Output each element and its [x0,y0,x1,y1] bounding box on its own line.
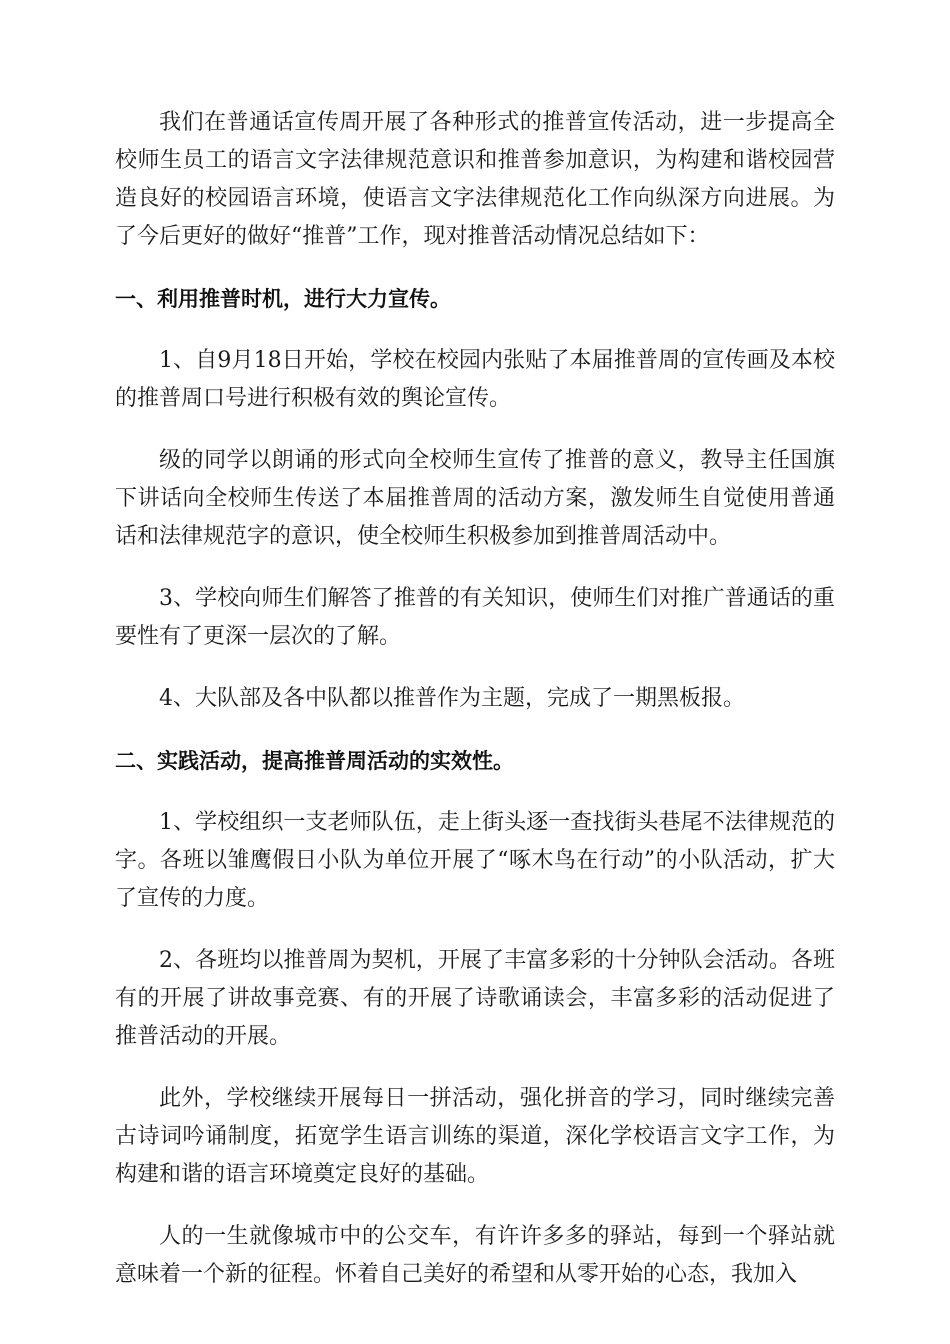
section-heading-1: 一、利用推普时机，进行大力宣传。 [115,287,451,311]
paragraph-additional: 此外，学校继续开展每日一拼活动，强化拼音的学习，同时继续完善古诗词吟诵制度，拓宽学生语言训练的渠道，深化学校语言文字工作，为构建和谐的语言环境奠定良好的基础。 [115,1086,835,1187]
paragraph-practice-2: 2、各班均以推普周为契机，开展了丰富多彩的十分钟队会活动。各班有的开展了讲故事竞赛、有的开展了诗歌诵读会，丰富多彩的活动促进了推普活动的开展。 [115,948,835,1049]
paragraph-practice-1: 1、学校组织一支老师队伍，走上街头逐一查找街头巷尾不法律规范的字。各班以雏鹰假日小队为单位开展了“啄木鸟在行动”的小队活动，扩大了宣传的力度。 [115,810,835,911]
paragraph-item-1: 1、自9月18日开始，学校在校园内张贴了本届推普周的宣传画及本校的推普周口号进行积极有效的舆论宣传。 [115,348,835,411]
paragraph-item-2: 级的同学以朗诵的形式向全校师生宣传了推普的意义，教导主任国旗下讲话向全校师生传送了本届推普周的活动方案，激发师生自觉使用普通话和法律规范字的意识，使全校师生积极参加到推普周活动中。 [115,448,835,549]
document-body [115,104,835,1318]
intro-paragraph: 我们在普通话宣传周开展了各种形式的推普宣传活动，进一步提高全校师生员工的语言文字法律规范意识和推普参加意识，为构建和谐校园营造良好的校园语言环境，使语言文字法律规范化工作向纵深方向进展。为了今后更好的做好“推普”工作，现对推普活动情况总结如下： [115,110,835,249]
paragraph-closing: 人的一生就像城市中的公交车，有许许多多的驿站，每到一个驿站就意味着一个新的征程。怀着自己美好的希望和从零开始的心态，我加入 [115,1224,835,1287]
section-heading-2: 二、实践活动，提高推普周活动的实效性。 [115,749,514,773]
paragraph-item-3: 3、学校向师生们解答了推普的有关知识，使师生们对推广普通话的重要性有了更深一层次的了解。 [115,586,835,649]
paragraph-item-4: 4、大队部及各中队都以推普作为主题，完成了一期黑板报。 [159,686,745,711]
